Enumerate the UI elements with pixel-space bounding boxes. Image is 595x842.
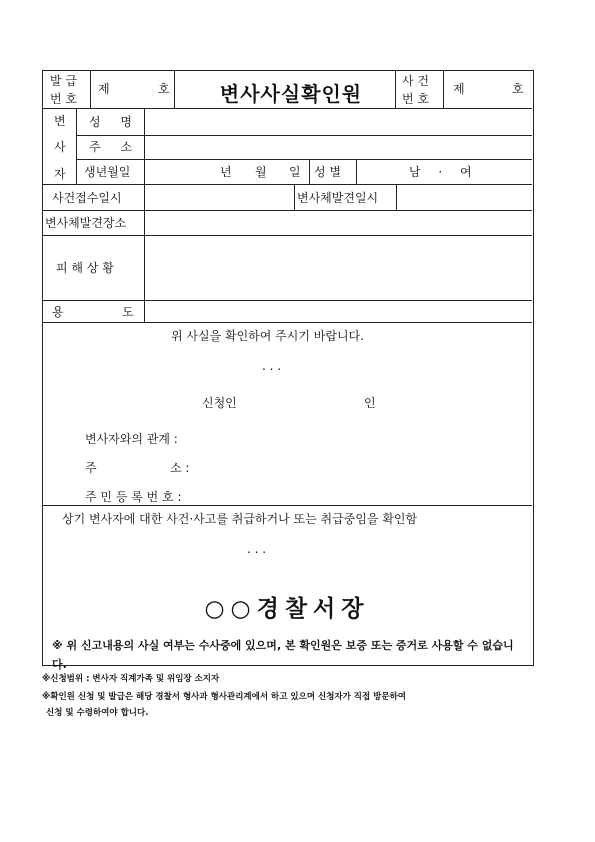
issue-no-suffix: 호	[158, 82, 170, 96]
police-station-chief: ○○경찰서장	[204, 596, 370, 622]
resident-number-label: 주 민 등 록 번 호 :	[85, 490, 182, 504]
col-found-left	[294, 184, 295, 210]
col-deceased-group	[76, 108, 77, 184]
col-sex-label-left	[309, 159, 310, 184]
document-title: 변사사실확인원	[219, 82, 363, 106]
relation-label: 변사자와의 관계 :	[85, 432, 178, 446]
deceased-label-2: 사	[54, 140, 66, 154]
col-found-right	[396, 184, 397, 210]
case-label-2: 번 호	[402, 92, 429, 106]
dob-month: 월	[255, 165, 267, 179]
found-datetime-label: 변사체발견일시	[297, 191, 379, 205]
rule-received	[42, 210, 532, 211]
sex-label: 성 별	[314, 165, 341, 179]
applicant-address-a: 주	[85, 461, 97, 475]
case-received-label: 사건접수일시	[52, 191, 122, 205]
confirm-statement: 상기 변사자에 대한 사건·사고를 취급하거나 또는 취급중임을 확인함	[62, 512, 418, 526]
rule-dob	[42, 184, 532, 185]
issue-label-1: 발 급	[50, 74, 77, 88]
certificate-form	[42, 70, 534, 671]
name-label: 성 명	[89, 115, 140, 129]
sex-options: 남 · 여	[409, 165, 472, 179]
footnote-procedure-1: ※확인원 신청 및 발급은 해당 경찰서 형사과 형사관리계에서 하고 있으며 신청자가 직접 방문하여	[42, 692, 407, 702]
address-label: 주 소	[89, 140, 140, 154]
case-no-suffix: 호	[512, 82, 524, 96]
rule-place	[42, 235, 532, 236]
dob-year: 년	[220, 165, 232, 179]
damage-label: 피 해 상 황	[56, 261, 114, 275]
rule-damage	[42, 300, 532, 301]
col-issue-label	[90, 70, 91, 108]
applicant-address-b: 소 :	[170, 461, 190, 475]
dob-label: 생년월일	[84, 165, 131, 179]
deceased-label-3: 자	[54, 167, 66, 181]
case-no-prefix: 제	[453, 82, 465, 96]
notice-text: ※ 위 신고내용의 사실 여부는 수사중에 있으며, 본 확인원은 보증 또는 증거로 사용할 수 없습니다.	[52, 639, 514, 671]
deceased-label-1: 변	[54, 114, 66, 128]
rule-request	[42, 505, 532, 506]
confirm-date: . . .	[247, 542, 267, 556]
footnote-scope: ※신청범위 : 변사자 직계가족 및 위임장 소지자	[42, 674, 220, 684]
col-case-label	[443, 70, 444, 108]
col-issue-no	[174, 70, 175, 108]
dob-day: 일	[289, 165, 301, 179]
applicant-label: 신청인	[202, 396, 237, 410]
rule-header	[42, 108, 532, 109]
purpose-label-b: 도	[122, 305, 134, 319]
issue-label-2: 번 호	[50, 92, 77, 106]
rule-purpose	[42, 322, 532, 323]
found-place-label: 변사체발견장소	[45, 216, 127, 230]
footnote-procedure-2: 신청 및 수령하여야 합니다.	[46, 708, 149, 718]
applicant-seal: 인	[364, 396, 376, 410]
purpose-label-a: 용	[52, 305, 64, 319]
issue-no-prefix: 제	[98, 82, 110, 96]
request-date: . . .	[262, 359, 282, 373]
case-label-1: 사 건	[402, 74, 429, 88]
col-sex-label-right	[356, 159, 357, 184]
request-statement: 위 사실을 확인하여 주시기 바랍니다.	[171, 329, 364, 343]
col-labels	[144, 108, 145, 322]
